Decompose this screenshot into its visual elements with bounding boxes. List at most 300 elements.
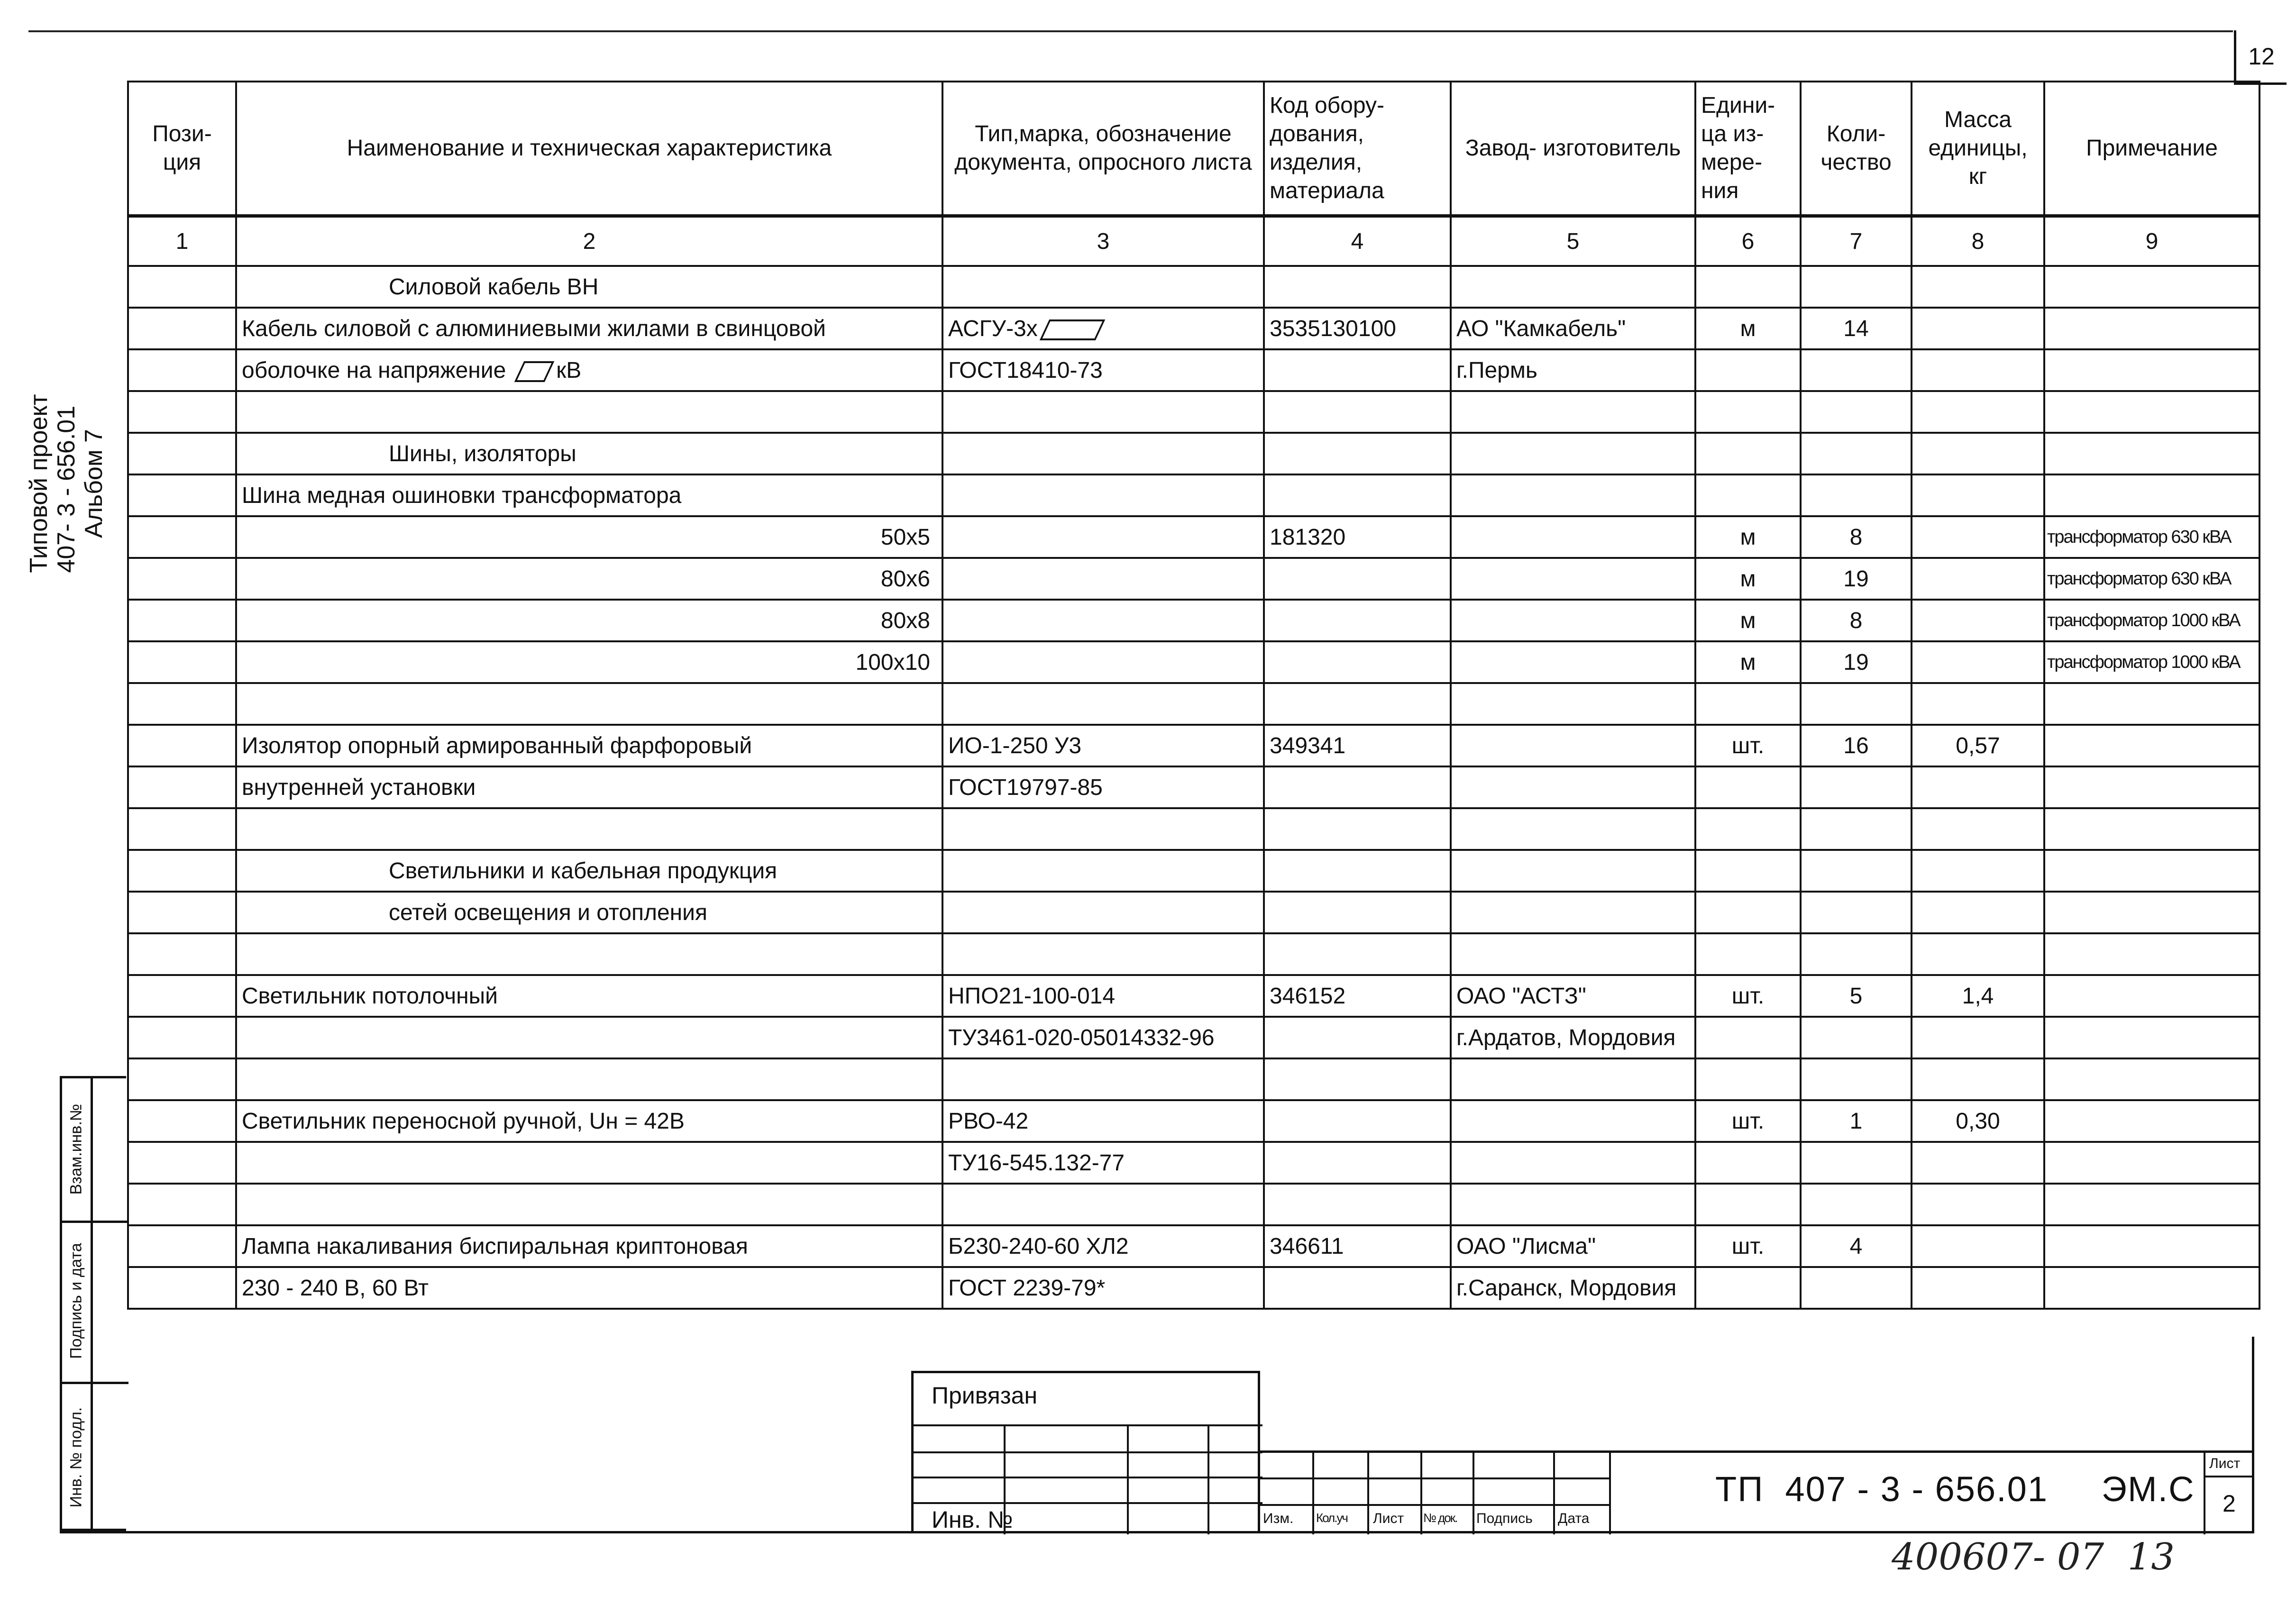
table-row [128,641,2259,683]
table-row [128,349,2259,391]
cell-note: трансформатор 1000 кВА [2044,641,2259,683]
cell-type [942,892,1264,933]
cell-position [128,1058,236,1100]
cell-code: 181320 [1264,516,1451,558]
table-row [128,766,2259,808]
cell-name [236,1184,942,1225]
cell-mass [1912,1225,2044,1267]
cell-mass [1912,808,2044,850]
cell-name [236,1142,942,1184]
cell-maker [1451,600,1695,641]
cell-type [942,641,1264,683]
cell-note [2044,808,2259,850]
cell-type [942,808,1264,850]
cell-maker [1451,892,1695,933]
col-number: 8 [1912,216,2044,266]
cell-quantity [1801,933,1912,975]
cell-code [1264,349,1451,391]
cell-position [128,1100,236,1142]
cell-maker [1451,474,1695,516]
table-row [128,600,2259,641]
cell-code [1264,474,1451,516]
cell-note [2044,349,2259,391]
cell-type: РВО-42 [942,1100,1264,1142]
stamp-label-replace-inv: Взам.инв.№ [67,1103,85,1195]
cell-code [1264,433,1451,474]
specification-table [127,81,2260,1310]
table-body [128,266,2259,1309]
col-number: 3 [942,216,1264,266]
cell-mass [1912,308,2044,349]
cell-maker [1451,433,1695,474]
cell-position [128,600,236,641]
document-code: ТП 407 - 3 - 656.01 ЭМ.С [1715,1469,2195,1509]
cell-unit [1695,391,1801,433]
cell-unit [1695,433,1801,474]
cell-quantity [1801,474,1912,516]
rev-col-list: Лист [1373,1511,1404,1526]
cell-unit [1695,933,1801,975]
cell-quantity: 14 [1801,308,1912,349]
cell-position [128,975,236,1017]
cell-quantity [1801,1017,1912,1058]
cell-type [942,600,1264,641]
cell-position [128,474,236,516]
cell-type [942,266,1264,308]
table-row [128,1267,2259,1309]
cell-quantity [1801,1058,1912,1100]
col-number: 1 [128,216,236,266]
cell-code [1264,1100,1451,1142]
cell-note [2044,1142,2259,1184]
name-text: оболочке на напряжение [242,357,506,383]
cell-maker [1451,1184,1695,1225]
cell-unit [1695,1058,1801,1100]
cell-mass [1912,433,2044,474]
cell-unit [1695,1184,1801,1225]
cell-type: ТУ3461-020-05014332-96 [942,1017,1264,1058]
cell-mass: 1,4 [1912,975,2044,1017]
cell-type [942,933,1264,975]
cell-unit [1695,266,1801,308]
cell-quantity: 19 [1801,641,1912,683]
blank-field-parallelogram [1040,319,1106,340]
cell-code [1264,266,1451,308]
cell-quantity: 4 [1801,1225,1912,1267]
cell-maker [1451,1142,1695,1184]
table-row [128,266,2259,308]
cell-name: Шина медная ошиновки трансформатора [236,474,942,516]
cell-name: Силовой кабель ВН [236,266,942,308]
cell-mass [1912,558,2044,600]
cell-quantity [1801,808,1912,850]
stamp-column [60,1076,126,1531]
cell-code [1264,1017,1451,1058]
table-row [128,975,2259,1017]
cell-unit [1695,808,1801,850]
cell-code [1264,892,1451,933]
cell-name: Светильник потолочный [236,975,942,1017]
cell-quantity [1801,1184,1912,1225]
cell-position [128,1017,236,1058]
cell-quantity [1801,391,1912,433]
cell-maker [1451,1058,1695,1100]
cell-note [2044,892,2259,933]
cell-name [236,349,942,391]
page-number: 12 [2248,43,2275,70]
revision-grid [1260,1450,1611,1532]
cell-maker [1451,516,1695,558]
cell-type [942,1058,1264,1100]
top-rule [28,30,2233,32]
cell-code [1264,641,1451,683]
header-mass: Масса единицы, кг [1912,82,2044,216]
cell-name: Шины, изоляторы [236,433,942,474]
cell-quantity: 8 [1801,516,1912,558]
cell-mass [1912,516,2044,558]
cell-note [2044,933,2259,975]
cell-name: Светильник переносной ручной, Uн = 42В [236,1100,942,1142]
stamp-label-inv-original: Инв. № подл. [67,1407,85,1508]
cell-type [942,850,1264,892]
cell-quantity [1801,766,1912,808]
table-row [128,892,2259,933]
cell-type: ГОСТ 2239-79* [942,1267,1264,1309]
cell-position [128,933,236,975]
table-row [128,1058,2259,1100]
cell-note: трансформатор 630 кВА [2044,558,2259,600]
type-text: АСГУ-3х [948,316,1038,341]
side-title-line-1: Типовой проект [25,394,53,573]
side-title-line-2: 407- 3 - 656.01 [53,405,80,573]
cell-position [128,1142,236,1184]
cell-name: 50х5 [236,516,942,558]
cell-name: Лампа накаливания биспиральная криптоновая [236,1225,942,1267]
table-row [128,1017,2259,1058]
cell-mass [1912,1267,2044,1309]
cell-type: ТУ16-545.132-77 [942,1142,1264,1184]
cell-code [1264,1058,1451,1100]
cell-maker: г.Пермь [1451,349,1695,391]
cell-position [128,892,236,933]
cell-mass [1912,600,2044,641]
cell-code [1264,391,1451,433]
table-row [128,433,2259,474]
cell-unit: шт. [1695,1100,1801,1142]
cell-name [236,391,942,433]
cell-name [236,808,942,850]
cell-quantity [1801,433,1912,474]
cell-quantity: 5 [1801,975,1912,1017]
cell-position [128,516,236,558]
cell-note [2044,474,2259,516]
table-row [128,850,2259,892]
header-quantity: Коли- чество [1801,82,1912,216]
cell-type [942,683,1264,725]
cell-name [236,683,942,725]
cell-quantity: 1 [1801,1100,1912,1142]
cell-mass [1912,641,2044,683]
cell-code: 3535130100 [1264,308,1451,349]
cell-code [1264,850,1451,892]
cell-note [2044,1058,2259,1100]
cell-unit [1695,766,1801,808]
cell-position [128,641,236,683]
cell-code [1264,1267,1451,1309]
cell-maker [1451,266,1695,308]
cell-mass [1912,1142,2044,1184]
cell-mass [1912,1017,2044,1058]
cell-unit [1695,1017,1801,1058]
page-number-box [2234,30,2287,85]
header-name: Наименование и техническая характеристика [236,82,942,216]
cell-note [2044,391,2259,433]
cell-name [236,1058,942,1100]
table-row [128,1142,2259,1184]
cell-code [1264,600,1451,641]
rev-col-signature: Подпись [1476,1511,1533,1526]
cell-name: 80х6 [236,558,942,600]
cell-code: 349341 [1264,725,1451,766]
cell-note [2044,766,2259,808]
cell-quantity [1801,683,1912,725]
cell-mass [1912,391,2044,433]
table-row [128,1184,2259,1225]
col-number: 9 [2044,216,2259,266]
cell-position [128,766,236,808]
cell-note [2044,1184,2259,1225]
cell-name: Кабель силовой с алюминиевыми жилами в свинцовой [236,308,942,349]
col-number: 5 [1451,216,1695,266]
privyazan-box [911,1371,1260,1532]
cell-unit: шт. [1695,725,1801,766]
cell-name: Изолятор опорный армированный фарфоровый [236,725,942,766]
cell-maker: г.Ардатов, Мордовия [1451,1017,1695,1058]
cell-maker: ОАО "Лисма" [1451,1225,1695,1267]
cell-mass [1912,766,2044,808]
cell-note [2044,725,2259,766]
cell-code: 346611 [1264,1225,1451,1267]
cell-code [1264,1184,1451,1225]
cell-unit [1695,1142,1801,1184]
cell-mass [1912,933,2044,975]
cell-position [128,308,236,349]
cell-note [2044,308,2259,349]
cell-position [128,1184,236,1225]
cell-code: 346152 [1264,975,1451,1017]
table-row [128,308,2259,349]
cell-type [942,1184,1264,1225]
cell-mass [1912,850,2044,892]
header-unit: Едини- ца из- мере- ния [1695,82,1801,216]
inv-number-label: Инв. № [932,1506,1013,1533]
cell-note [2044,850,2259,892]
table-row [128,933,2259,975]
table-row [128,683,2259,725]
cell-maker [1451,683,1695,725]
cell-position [128,558,236,600]
table-row [128,391,2259,433]
stamp-label-signature-date: Подпись и дата [67,1243,85,1359]
cell-unit [1695,1267,1801,1309]
cell-type: НПО21-100-014 [942,975,1264,1017]
cell-type: ГОСТ19797-85 [942,766,1264,808]
cell-unit: м [1695,308,1801,349]
table-row [128,1100,2259,1142]
cell-position [128,725,236,766]
header-position: Пози- ция [128,82,236,216]
header-type: Тип,марка, обозначение документа, опросного листа [942,82,1264,216]
table-row [128,558,2259,600]
cell-code [1264,1142,1451,1184]
cell-note [2044,1267,2259,1309]
cell-unit: м [1695,641,1801,683]
cell-type [942,474,1264,516]
cell-unit [1695,474,1801,516]
cell-maker: АО "Камкабель" [1451,308,1695,349]
cell-mass: 0,57 [1912,725,2044,766]
cell-unit: м [1695,600,1801,641]
table-row [128,725,2259,766]
cell-position [128,349,236,391]
cell-maker [1451,725,1695,766]
cell-mass [1912,1184,2044,1225]
header-note: Примечание [2044,82,2259,216]
cell-unit: м [1695,558,1801,600]
cell-unit [1695,892,1801,933]
cell-maker: ОАО "АСТЗ" [1451,975,1695,1017]
voltage-blank-parallelogram [514,361,555,382]
cell-unit [1695,349,1801,391]
cell-quantity [1801,1267,1912,1309]
cell-code [1264,766,1451,808]
cell-position [128,391,236,433]
cell-note [2044,266,2259,308]
cell-name: внутренней установки [236,766,942,808]
cell-type [942,516,1264,558]
cell-note [2044,683,2259,725]
cell-note [2044,1225,2259,1267]
cell-name: Светильники и кабельная продукция [236,850,942,892]
cell-position [128,808,236,850]
cell-mass [1912,683,2044,725]
cell-code [1264,933,1451,975]
cell-name [236,1017,942,1058]
rev-col-doc: № док. [1423,1511,1457,1525]
cell-note [2044,975,2259,1017]
cell-mass [1912,349,2044,391]
cell-position [128,683,236,725]
cell-name: сетей освещения и отопления [236,892,942,933]
cell-position [128,433,236,474]
cell-maker [1451,933,1695,975]
header-row [128,82,2259,216]
cell-quantity: 8 [1801,600,1912,641]
cell-type [942,391,1264,433]
cell-maker [1451,850,1695,892]
cell-unit: шт. [1695,1225,1801,1267]
doc-code-block [1611,1450,2254,1532]
cell-type: Б230-240-60 ХЛ2 [942,1225,1264,1267]
col-number: 4 [1264,216,1451,266]
cell-note: трансформатор 1000 кВА [2044,600,2259,641]
cell-quantity [1801,349,1912,391]
cell-maker: г.Саранск, Мордовия [1451,1267,1695,1309]
cell-type [942,308,1264,349]
table-row [128,474,2259,516]
rev-col-izm: Изм. [1263,1511,1294,1526]
cell-type: ГОСТ18410-73 [942,349,1264,391]
rev-col-date: Дата [1558,1511,1590,1526]
cell-mass [1912,266,2044,308]
cell-note [2044,1100,2259,1142]
table-row [128,1225,2259,1267]
sheet-number: 2 [2223,1490,2236,1517]
handwritten-number: 400607- 07 13 [1892,1536,2175,1578]
table-row [128,808,2259,850]
cell-unit [1695,850,1801,892]
cell-mass [1912,892,2044,933]
cell-position [128,1225,236,1267]
cell-mass [1912,1058,2044,1100]
cell-maker [1451,558,1695,600]
col-number: 2 [236,216,942,266]
col-number: 7 [1801,216,1912,266]
header-code: Код обору- дования, изделия, материала [1264,82,1451,216]
cell-code [1264,558,1451,600]
cell-mass [1912,474,2044,516]
cell-unit: м [1695,516,1801,558]
cell-mass: 0,30 [1912,1100,2044,1142]
cell-code [1264,683,1451,725]
cell-unit: шт. [1695,975,1801,1017]
rev-col-kol: Кол.уч [1316,1511,1347,1525]
cell-name: 230 - 240 В, 60 Вт [236,1267,942,1309]
cell-name [236,933,942,975]
voltage-unit: кВ [556,357,582,383]
sheet-label: Лист [2209,1456,2241,1471]
cell-note [2044,433,2259,474]
cell-quantity [1801,850,1912,892]
col-number: 6 [1695,216,1801,266]
cell-maker [1451,1100,1695,1142]
cell-name: 100х10 [236,641,942,683]
cell-position [128,1267,236,1309]
cell-position [128,266,236,308]
cell-note [2044,1017,2259,1058]
cell-quantity [1801,1142,1912,1184]
column-number-row [128,216,2259,266]
cell-maker [1451,641,1695,683]
cell-maker [1451,391,1695,433]
cell-unit [1695,683,1801,725]
privyazan-label: Привязан [932,1382,1038,1409]
cell-maker [1451,808,1695,850]
cell-name: 80х8 [236,600,942,641]
cell-quantity: 19 [1801,558,1912,600]
cell-type [942,558,1264,600]
cell-quantity [1801,892,1912,933]
cell-note: трансформатор 630 кВА [2044,516,2259,558]
cell-code [1264,808,1451,850]
side-project-title [5,356,128,611]
table-row [128,516,2259,558]
cell-quantity [1801,266,1912,308]
cell-type: ИО-1-250 У3 [942,725,1264,766]
side-title-line-3: Альбом 7 [80,429,108,538]
cell-quantity: 16 [1801,725,1912,766]
cell-maker [1451,766,1695,808]
